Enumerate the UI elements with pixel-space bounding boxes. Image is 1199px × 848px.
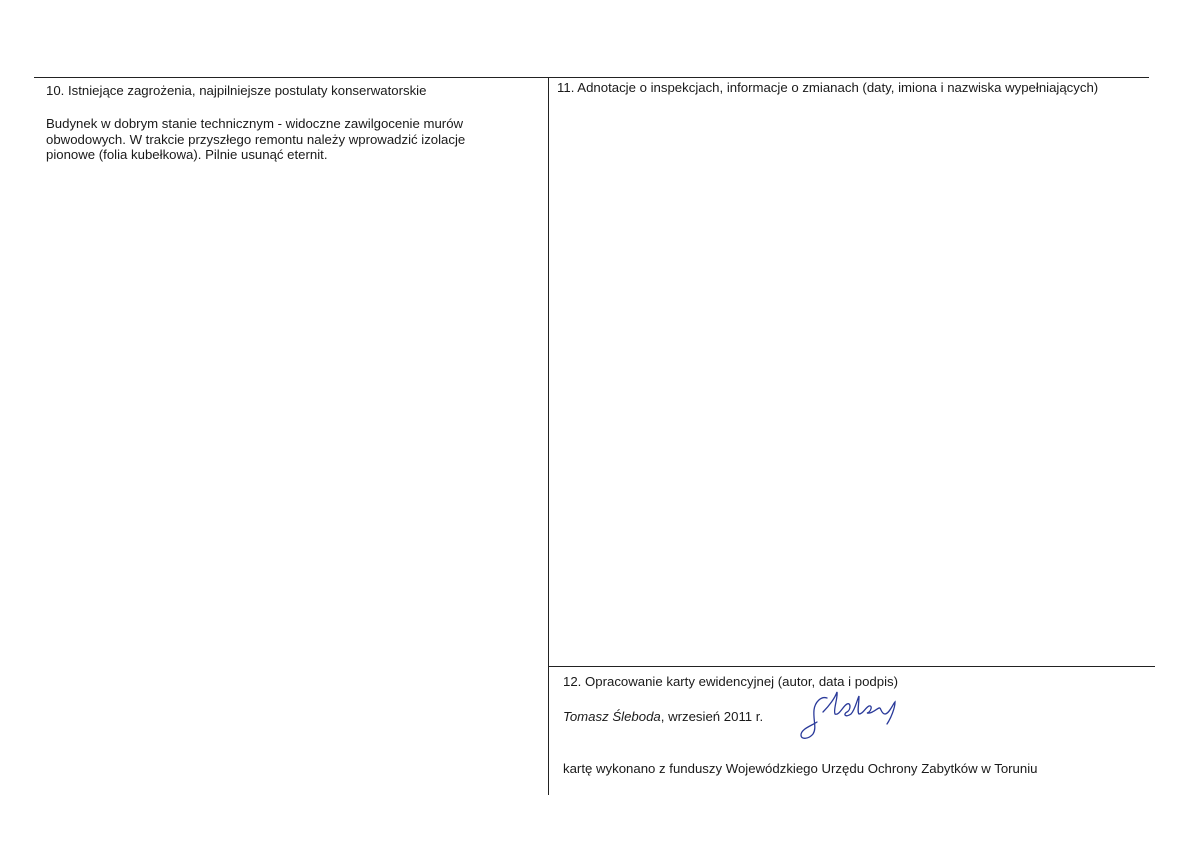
section-10-line-2: obwodowych. W trakcie przyszłego remontu należy wprowadzić izolacje xyxy=(46,131,466,147)
section-11-heading: 11. Adnotacje o inspekcjach, informacje o zmianach (daty, imiona i nazwiska wypełniających) xyxy=(557,80,1099,95)
author-date: , wrzesień 2011 r. xyxy=(660,709,764,724)
author-line xyxy=(563,709,763,724)
signature-stroke xyxy=(801,698,827,739)
section-10-heading: 10. Istniejące zagrożenia, najpilniejsze postulaty konserwatorskie xyxy=(46,83,427,98)
section-10-line-3: pionowe (folia kubełkowa). Pilnie usunąć eternit. xyxy=(46,147,328,162)
top-border-line xyxy=(34,77,1149,78)
section-12-top-line xyxy=(548,666,1155,667)
signature-stroke xyxy=(823,692,895,724)
handwritten-signature xyxy=(793,688,911,742)
section-10-line-1: Budynek w dobrym stanie technicznym - widoczne zawilgocenie murów xyxy=(46,116,464,131)
section-10-body xyxy=(46,116,516,163)
author-name: Tomasz Śleboda xyxy=(563,709,661,724)
section-12-heading: 12. Opracowanie karty ewidencyjnej (autor, data i podpis) xyxy=(563,674,898,689)
funding-note: kartę wykonano z funduszy Wojewódzkiego Urzędu Ochrony Zabytków w Toruniu xyxy=(563,761,1038,776)
center-divider-line xyxy=(548,77,549,795)
